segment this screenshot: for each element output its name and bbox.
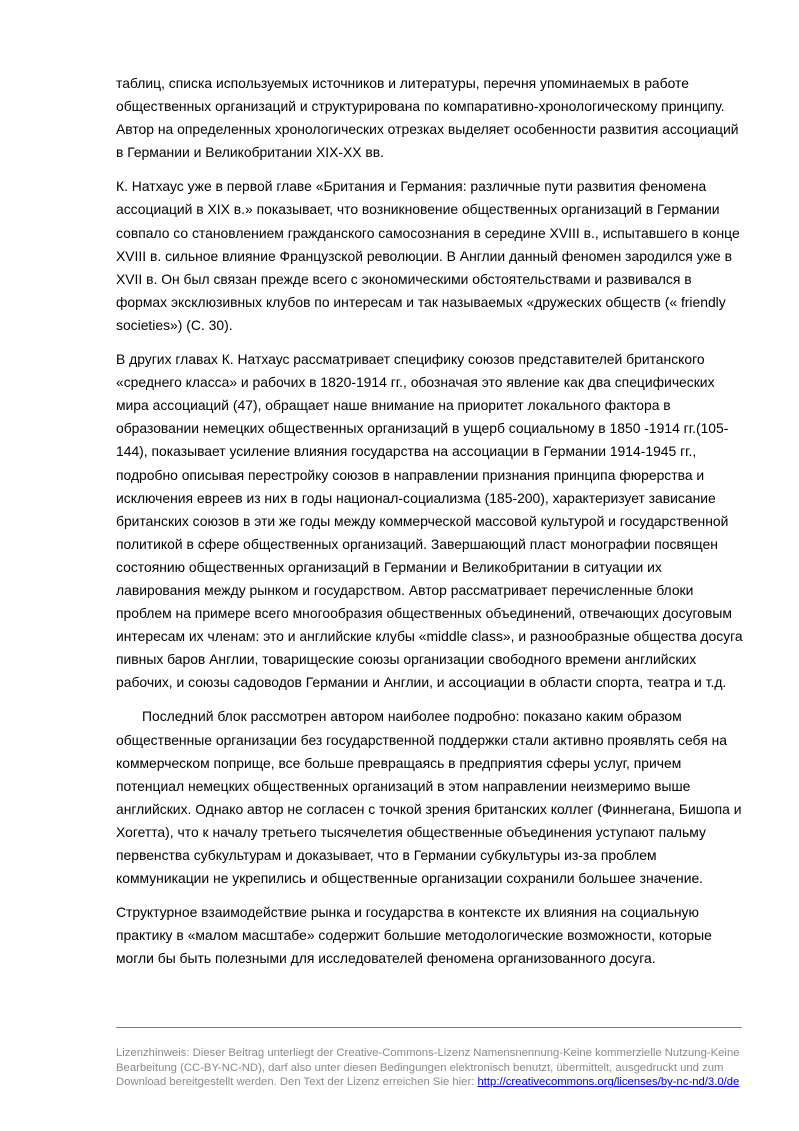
paragraph-4: Последний блок рассмотрен автором наиболее подробно: показано каким образом общественные организации без государственной поддержки стали активно проявлять себя на коммерческом поприще, все больше превращаясь в предприятия сферы услуг, причем потенциал немецких общественных организаций в этом направлении неизмеримо выше английских. Однако автор не согласен с точкой зрения британских коллег (Финнегана, Бишопа и Хогетта), что к началу третьего тысячелетия общественные объединения уступают пальму первенства субкультурам и доказывает, что в Германии субкультуры из-за проблем коммуникации не укрепились и общественные организации сохранили большее значение. <box>116 708 742 887</box>
license-footer <box>116 1046 746 1090</box>
license-link[interactable]: http://creativecommons.org/licenses/by-nc-nd/3.0/de <box>477 1076 740 1089</box>
paragraph-1: таблиц, списка используемых источников и литературы, перечня упоминаемых в работе общественных организаций и структурирована по компаративно-хронологическому принципу. Автор на определенных хронологических отрезках выделяет особенности развития ассоциаций в Германии и Великобритании XIX-XX вв. <box>116 75 739 161</box>
footer-divider <box>116 1027 742 1028</box>
paragraph-3: В других главах К. Натхаус рассматривает специфику союзов представителей британского «среднего класса» и рабочих в 1820-1914 гг., обозначая это явление как два специфических мира ассоциаций (47), обращает наше внимание на приоритет локального фактора в образовании немецких общественных организаций в ущерб социальному в 1850 -1914 гг.(105-144), показывает усиление влияния государства на ассоциации в Германии 1914-1945 гг., подробно описывая перестройку союзов в направлении признания принципа фюрерства и исключения евреев из них в годы национал-социализма (185-200), характеризует зависание британских союзов в эти же годы между коммерческой массовой культурой и государственной политикой в сфере общественных организаций. Завершающий пласт монографии посвящен состоянию общественных организаций в Германии и Великобритании в ситуации их лавирования между рынком и государством. Автор рассматривает перечисленные блоки проблем на примере всего многообразия общественных объединений, отвечающих досуговым интересам их членам: это и английские клубы «middle class», и разнообразные общества досуга пивных баров Англии, товарищеские союзы организации свободного времени английских рабочих, и союзы садоводов Германии и Англии, и ассоциации в области спорта, театра и т.д. <box>116 351 743 691</box>
license-text: Lizenzhinweis: Dieser Beitrag unterliegt der Creative-Commons-Lizenz Namensnennung-Keine kommerzielle Nutzung-Keine Bearbeitung (CC-BY-NC-ND), darf also unter diesen Bedingungen elektronisch benutzt, übermittelt, ausgedruckt und zum Download bereitgestellt werden. Den Text der Lizenz erreichen Sie hier: <box>116 1047 740 1089</box>
paragraph-5: Структурное взаимодействие рынка и государства в контексте их влияния на социальную практику в «малом масштабе» содержит большие методологические возможности, которые могли бы быть полезными для исследователей феномена организованного досуга. <box>116 904 712 967</box>
paragraph-2: К. Натхаус уже в первой главе «Британия и Германия: различные пути развития феномена ассоциаций в XIX в.» показывает, что возникновение общественных организаций в Германии совпало со становлением гражданского самосознания в середине XVIII в., испытавшего в конце XVIII в. сильное влияние Французской революции. В Англии данный феномен зародился уже в XVII в. Он был связан прежде всего с экономическими обстоятельствами и развивался в формах эксклюзивных клубов по интересам и так называемых «дружеских обществ (« friendly societies») (С. 30). <box>116 178 740 333</box>
body-text <box>116 72 746 981</box>
